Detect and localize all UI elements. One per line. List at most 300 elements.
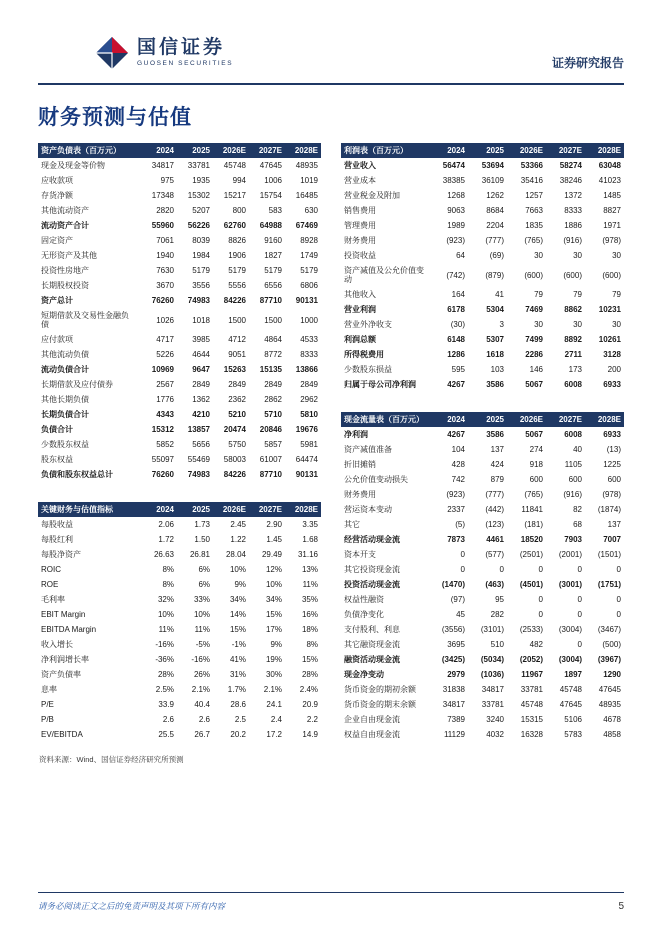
cell-value: (978) <box>602 236 621 245</box>
cell-value: 64 <box>456 251 465 260</box>
cell-value: 6008 <box>564 430 582 439</box>
row-label: 财务费用 <box>344 490 376 499</box>
cell-value: 2.4% <box>299 685 318 694</box>
cell-value: 6008 <box>564 380 582 389</box>
year-column-header: 2028E <box>597 146 621 155</box>
cell-value: 7389 <box>447 715 465 724</box>
year-column-header: 2026E <box>519 146 543 155</box>
cell-value: 30 <box>612 320 621 329</box>
table-row <box>341 622 624 637</box>
table-row <box>341 248 624 263</box>
footer-divider <box>38 892 624 893</box>
cell-value: 11129 <box>443 730 465 739</box>
row-label: 投资性房地产 <box>41 266 89 275</box>
cell-value: 2.6 <box>162 715 174 724</box>
table-row <box>38 532 321 547</box>
row-label: P/B <box>41 715 54 724</box>
cell-value: 1886 <box>564 221 582 230</box>
cell-value: 600 <box>607 475 621 484</box>
cell-value: 7663 <box>525 206 543 215</box>
row-label: 其他长期负债 <box>41 395 89 404</box>
cell-value: 5067 <box>525 380 543 389</box>
cell-value: 1290 <box>603 670 621 679</box>
cell-value: 2.4 <box>270 715 282 724</box>
row-label: 短期借款及交易性金融负债 <box>41 311 129 329</box>
cell-value: 1971 <box>603 221 621 230</box>
cell-value: 53694 <box>481 161 504 170</box>
row-label: 长期股权投资 <box>41 281 89 290</box>
row-label: 营业税金及附加 <box>344 191 400 200</box>
cell-value: 63048 <box>598 161 621 170</box>
cell-value: 9647 <box>192 365 210 374</box>
cell-value: 4717 <box>156 335 174 344</box>
table-header-row <box>38 502 321 517</box>
table-row <box>38 278 321 293</box>
table-row <box>341 457 624 472</box>
row-label: 权益性融资 <box>344 595 384 604</box>
cell-value: (5) <box>455 520 465 529</box>
cell-value: 2.5% <box>155 685 174 694</box>
year-column-header: 2026E <box>222 146 246 155</box>
row-label: 每股收益 <box>41 520 73 529</box>
table-title: 资产负债表（百万元） <box>41 146 121 155</box>
cell-value: 8333 <box>300 350 318 359</box>
cell-value: (923) <box>446 490 465 499</box>
cell-value: 0 <box>460 550 465 559</box>
page-footer <box>38 892 624 912</box>
cell-value: 1984 <box>192 251 210 260</box>
cell-value: 5106 <box>564 715 582 724</box>
cell-value: 34% <box>265 595 282 604</box>
cell-value: 3985 <box>192 335 210 344</box>
cell-value: 6% <box>198 565 210 574</box>
cell-value: (30) <box>450 320 465 329</box>
cell-value: 30 <box>534 251 543 260</box>
row-label: 支付股利、利息 <box>344 625 400 634</box>
cell-value: -5% <box>195 640 210 649</box>
cell-value: 4267 <box>447 430 465 439</box>
cell-value: 55469 <box>187 455 210 464</box>
cell-value: 4210 <box>192 410 210 419</box>
cell-value: 1.73 <box>194 520 210 529</box>
cell-value: (742) <box>446 270 465 280</box>
table-row <box>38 607 321 622</box>
row-label: 其它 <box>344 520 360 529</box>
table-row <box>38 362 321 377</box>
cell-value: 11% <box>158 625 174 634</box>
table-row <box>38 667 321 682</box>
cell-value: 16485 <box>295 191 318 200</box>
cell-value: (1036) <box>480 670 504 679</box>
cell-value: (577) <box>485 550 504 559</box>
cell-value: (4501) <box>519 580 543 589</box>
cell-value: 15% <box>301 655 318 664</box>
cell-value: 9063 <box>447 206 465 215</box>
cell-value: (5034) <box>480 655 504 664</box>
table-row <box>341 158 624 173</box>
cell-value: (600) <box>524 270 543 280</box>
row-label: 应付款项 <box>41 335 73 344</box>
row-label: 营业外净收支 <box>344 320 392 329</box>
cell-value: 9160 <box>264 236 282 245</box>
row-label: 营业收入 <box>344 161 376 170</box>
year-column-header: 2025 <box>486 415 504 424</box>
row-label: 少数股东损益 <box>344 365 392 374</box>
year-column-header: 2027E <box>258 146 282 155</box>
cell-value: 1.72 <box>158 535 174 544</box>
row-label: 融资活动现金流 <box>344 655 400 664</box>
row-label: 其他流动资产 <box>41 206 89 215</box>
cell-value: 17348 <box>151 191 174 200</box>
cell-value: (923) <box>446 236 465 245</box>
cell-value: 6148 <box>447 335 465 344</box>
cell-value: (500) <box>602 640 621 649</box>
row-label: 流动负债合计 <box>41 365 89 374</box>
table-title: 关键财务与估值指标 <box>41 505 113 514</box>
cell-value: 90131 <box>295 296 318 305</box>
year-column-header: 2028E <box>294 505 318 514</box>
report-type-label: 证券研究报告 <box>551 56 624 70</box>
cell-value: 33781 <box>187 161 210 170</box>
table-header-row <box>341 412 624 427</box>
cell-value: 28% <box>157 670 174 679</box>
table-row <box>38 452 321 467</box>
cell-value: 15315 <box>520 715 543 724</box>
cell-value: 5179 <box>264 266 282 275</box>
table-row <box>38 173 321 188</box>
cell-value: 5857 <box>264 440 282 449</box>
cell-value: 40 <box>573 445 582 454</box>
cell-value: 1.68 <box>302 535 318 544</box>
cell-value: 18% <box>301 625 318 634</box>
cell-value: (2001) <box>558 550 582 559</box>
cell-value: 1.45 <box>266 535 282 544</box>
row-label: 其它融资现金流 <box>344 640 400 649</box>
footer-disclaimer: 请务必阅读正文之后的免责声明及其项下所有内容 <box>38 901 226 911</box>
table-row <box>38 622 321 637</box>
cell-value: (123) <box>485 520 504 529</box>
cell-value: 11% <box>302 580 318 589</box>
cell-value: 6806 <box>300 281 318 290</box>
row-label: 货币资金的期初余额 <box>344 685 416 694</box>
cell-value: 1268 <box>447 191 465 200</box>
cell-value: (916) <box>563 236 582 245</box>
table-header-row <box>341 143 624 158</box>
row-label: 长期借款及应付债券 <box>41 380 113 389</box>
cell-value: 200 <box>607 365 621 374</box>
table-row <box>38 652 321 667</box>
page-number: 5 <box>618 901 624 912</box>
cell-value: 1749 <box>300 251 318 260</box>
cell-value: 16328 <box>520 730 543 739</box>
table-row <box>38 467 321 482</box>
row-label: 收入增长 <box>41 640 73 649</box>
row-label: 现金及现金等价物 <box>41 161 105 170</box>
row-label: 其他收入 <box>344 290 376 299</box>
cell-value: 19% <box>265 655 282 664</box>
cell-value: 3128 <box>603 350 621 359</box>
cell-value: 10% <box>193 610 210 619</box>
cell-value: 5304 <box>486 305 504 314</box>
cell-value: 38385 <box>442 176 465 185</box>
cell-value: 1026 <box>156 315 174 325</box>
row-label: 权益自由现金流 <box>344 730 400 739</box>
table-row <box>38 562 321 577</box>
cell-value: 8892 <box>564 335 582 344</box>
cell-value: 28.04 <box>225 550 246 559</box>
cell-value: 5210 <box>228 410 246 419</box>
cell-value: 20846 <box>259 425 282 434</box>
page-header <box>0 0 662 83</box>
cell-value: 15217 <box>223 191 246 200</box>
cell-value: 15312 <box>151 425 174 434</box>
table-row <box>38 592 321 607</box>
cell-value: 424 <box>490 460 504 469</box>
cell-value: 45748 <box>520 700 543 709</box>
table-row <box>38 712 321 727</box>
guosen-logo <box>94 35 233 71</box>
row-label: 少数股东权益 <box>41 440 89 449</box>
cell-value: 164 <box>451 290 465 299</box>
cell-value: 15% <box>265 610 282 619</box>
cell-value: 33781 <box>520 685 543 694</box>
table-row <box>341 362 624 377</box>
row-label: 资产减值准备 <box>344 445 392 454</box>
cell-value: 5179 <box>228 266 246 275</box>
cell-value: -16% <box>191 655 210 664</box>
cell-value: 0 <box>616 610 621 619</box>
cell-value: 1897 <box>564 670 582 679</box>
table-row <box>38 407 321 422</box>
cell-value: 14% <box>229 610 246 619</box>
cell-value: 918 <box>529 460 543 469</box>
row-label: 每股净资产 <box>41 550 81 559</box>
cell-value: 24.1 <box>266 700 282 709</box>
cell-value: 36109 <box>481 176 504 185</box>
cell-value: 34817 <box>442 700 465 709</box>
row-label: 毛利率 <box>41 595 65 604</box>
cell-value: 68 <box>573 520 582 529</box>
row-label: 其它投资现金流 <box>344 565 400 574</box>
cell-value: 64988 <box>259 221 282 230</box>
cell-value: 8928 <box>300 236 318 245</box>
cell-value: 95 <box>495 595 504 604</box>
cell-value: 4461 <box>486 535 504 544</box>
row-label: EBIT Margin <box>41 610 86 619</box>
cell-value: 1906 <box>228 251 246 260</box>
income-statement-table <box>341 143 624 392</box>
cell-value: 274 <box>529 445 543 454</box>
table-row <box>341 427 624 442</box>
cell-value: 18520 <box>520 535 543 544</box>
cell-value: 79 <box>612 290 621 299</box>
year-column-header: 2024 <box>447 146 465 155</box>
cell-value: -1% <box>231 640 246 649</box>
cell-value: 2849 <box>300 380 318 389</box>
cell-value: 31838 <box>442 685 465 694</box>
cell-value: 2962 <box>300 395 318 404</box>
cell-value: 0 <box>577 640 582 649</box>
cell-value: 2711 <box>564 350 582 359</box>
cell-value: 0 <box>460 565 465 574</box>
cell-value: 34% <box>229 595 246 604</box>
cell-value: 17.2 <box>266 730 282 739</box>
cell-value: 0 <box>616 595 621 604</box>
cell-value: 7061 <box>156 236 174 245</box>
cell-value: 975 <box>160 176 174 185</box>
cell-value: 0 <box>538 565 543 574</box>
row-label: 流动资产合计 <box>41 221 89 230</box>
cell-value: 2337 <box>447 505 465 514</box>
year-column-header: 2027E <box>258 505 282 514</box>
cell-value: 34817 <box>151 161 174 170</box>
cell-value: (600) <box>563 270 582 280</box>
logo-text <box>137 38 233 67</box>
table-row <box>38 188 321 203</box>
cell-value: 3 <box>499 320 504 329</box>
cell-value: 76260 <box>151 296 174 305</box>
row-label: 财务费用 <box>344 236 376 245</box>
year-column-header: 2027E <box>558 415 582 424</box>
row-label: 营业成本 <box>344 176 376 185</box>
cell-value: 0 <box>499 565 504 574</box>
cell-value: 48935 <box>598 700 621 709</box>
cell-value: 19676 <box>295 425 318 434</box>
cell-value: 3.35 <box>302 520 318 529</box>
table-row <box>341 577 624 592</box>
table-row <box>341 472 624 487</box>
cell-value: (442) <box>485 505 504 514</box>
cell-value: 0 <box>577 610 582 619</box>
cell-value: 2204 <box>486 221 504 230</box>
cell-value: 4533 <box>300 335 318 344</box>
cell-value: 2849 <box>264 380 282 389</box>
table-row <box>341 532 624 547</box>
row-label: 资本开支 <box>344 550 376 559</box>
row-label: EV/EBITDA <box>41 730 83 739</box>
row-label: 负债和股东权益总计 <box>41 470 113 479</box>
cell-value: 146 <box>529 365 543 374</box>
cell-value: 3586 <box>486 430 504 439</box>
cell-value: 4712 <box>228 335 246 344</box>
cell-value: -36% <box>155 655 174 664</box>
cell-value: 3586 <box>486 380 504 389</box>
cell-value: 2286 <box>525 350 543 359</box>
cell-value: 8772 <box>264 350 282 359</box>
cell-value: 29.49 <box>261 550 282 559</box>
cell-value: 41% <box>229 655 246 664</box>
row-label: 投资收益 <box>344 251 376 260</box>
row-label: ROE <box>41 580 59 589</box>
cell-value: 1006 <box>264 176 282 185</box>
cell-value: (3101) <box>480 625 504 634</box>
cell-value: (765) <box>524 490 543 499</box>
cell-value: 58274 <box>559 161 582 170</box>
cell-value: 600 <box>529 475 543 484</box>
table-row <box>38 422 321 437</box>
cell-value: (181) <box>524 520 543 529</box>
cell-value: 17% <box>265 625 282 634</box>
table-row <box>341 332 624 347</box>
table-row <box>341 442 624 457</box>
cell-value: 87710 <box>259 296 282 305</box>
header-divider <box>38 83 624 85</box>
table-row <box>341 203 624 218</box>
cell-value: 84226 <box>223 296 246 305</box>
cell-value: 33781 <box>481 700 504 709</box>
cell-value: (2052) <box>519 655 543 664</box>
row-label: 折旧摊销 <box>344 460 376 469</box>
cell-value: 2.1% <box>263 685 282 694</box>
cell-value: 0 <box>538 610 543 619</box>
cell-value: 38246 <box>559 176 582 185</box>
table-row <box>341 502 624 517</box>
cell-value: 30% <box>265 670 282 679</box>
cell-value: 5307 <box>486 335 504 344</box>
cell-value: 137 <box>490 445 504 454</box>
cell-value: 630 <box>304 206 318 215</box>
table-row <box>38 218 321 233</box>
cell-value: 5710 <box>264 410 282 419</box>
cell-value: 84226 <box>223 470 246 479</box>
logo-en-label: GUOSEN SECURITIES <box>137 60 234 67</box>
cell-value: 58003 <box>223 455 246 464</box>
cell-value: 3556 <box>192 281 210 290</box>
year-column-header: 2025 <box>486 146 504 155</box>
left-column <box>38 143 321 765</box>
cell-value: 47645 <box>259 161 282 170</box>
cell-value: 15754 <box>259 191 282 200</box>
table-row <box>341 607 624 622</box>
cell-value: 7630 <box>156 266 174 275</box>
footer-row <box>38 900 624 912</box>
cell-value: 1500 <box>228 315 246 325</box>
table-row <box>341 218 624 233</box>
row-label: 存货净额 <box>41 191 73 200</box>
cell-value: 6178 <box>447 305 465 314</box>
cell-value: 104 <box>451 445 465 454</box>
cell-value: 26.81 <box>189 550 210 559</box>
table-row <box>38 332 321 347</box>
cell-value: 2.90 <box>266 520 282 529</box>
cell-value: 4678 <box>603 715 621 724</box>
cell-value: 6933 <box>603 430 621 439</box>
cell-value: 10231 <box>598 305 621 314</box>
table-row <box>38 377 321 392</box>
cell-value: 1500 <box>264 315 282 325</box>
cell-value: 62760 <box>223 221 246 230</box>
table-row <box>38 347 321 362</box>
cell-value: 1.22 <box>230 535 246 544</box>
table-row <box>341 487 624 502</box>
cell-value: 2362 <box>228 395 246 404</box>
cell-value: 5179 <box>192 266 210 275</box>
cell-value: 13% <box>301 565 318 574</box>
cell-value: 26.7 <box>194 730 210 739</box>
cell-value: 5226 <box>156 350 174 359</box>
row-label: 无形资产及其他 <box>41 251 97 260</box>
table-row <box>38 293 321 308</box>
table-row <box>38 392 321 407</box>
tables-area <box>0 143 662 765</box>
row-label: 资产总计 <box>41 296 73 305</box>
cell-value: 5810 <box>300 410 318 419</box>
table-row <box>38 158 321 173</box>
cell-value: (978) <box>602 490 621 499</box>
row-label: 所得税费用 <box>344 350 384 359</box>
cell-value: 64474 <box>295 455 318 464</box>
table-row <box>38 697 321 712</box>
